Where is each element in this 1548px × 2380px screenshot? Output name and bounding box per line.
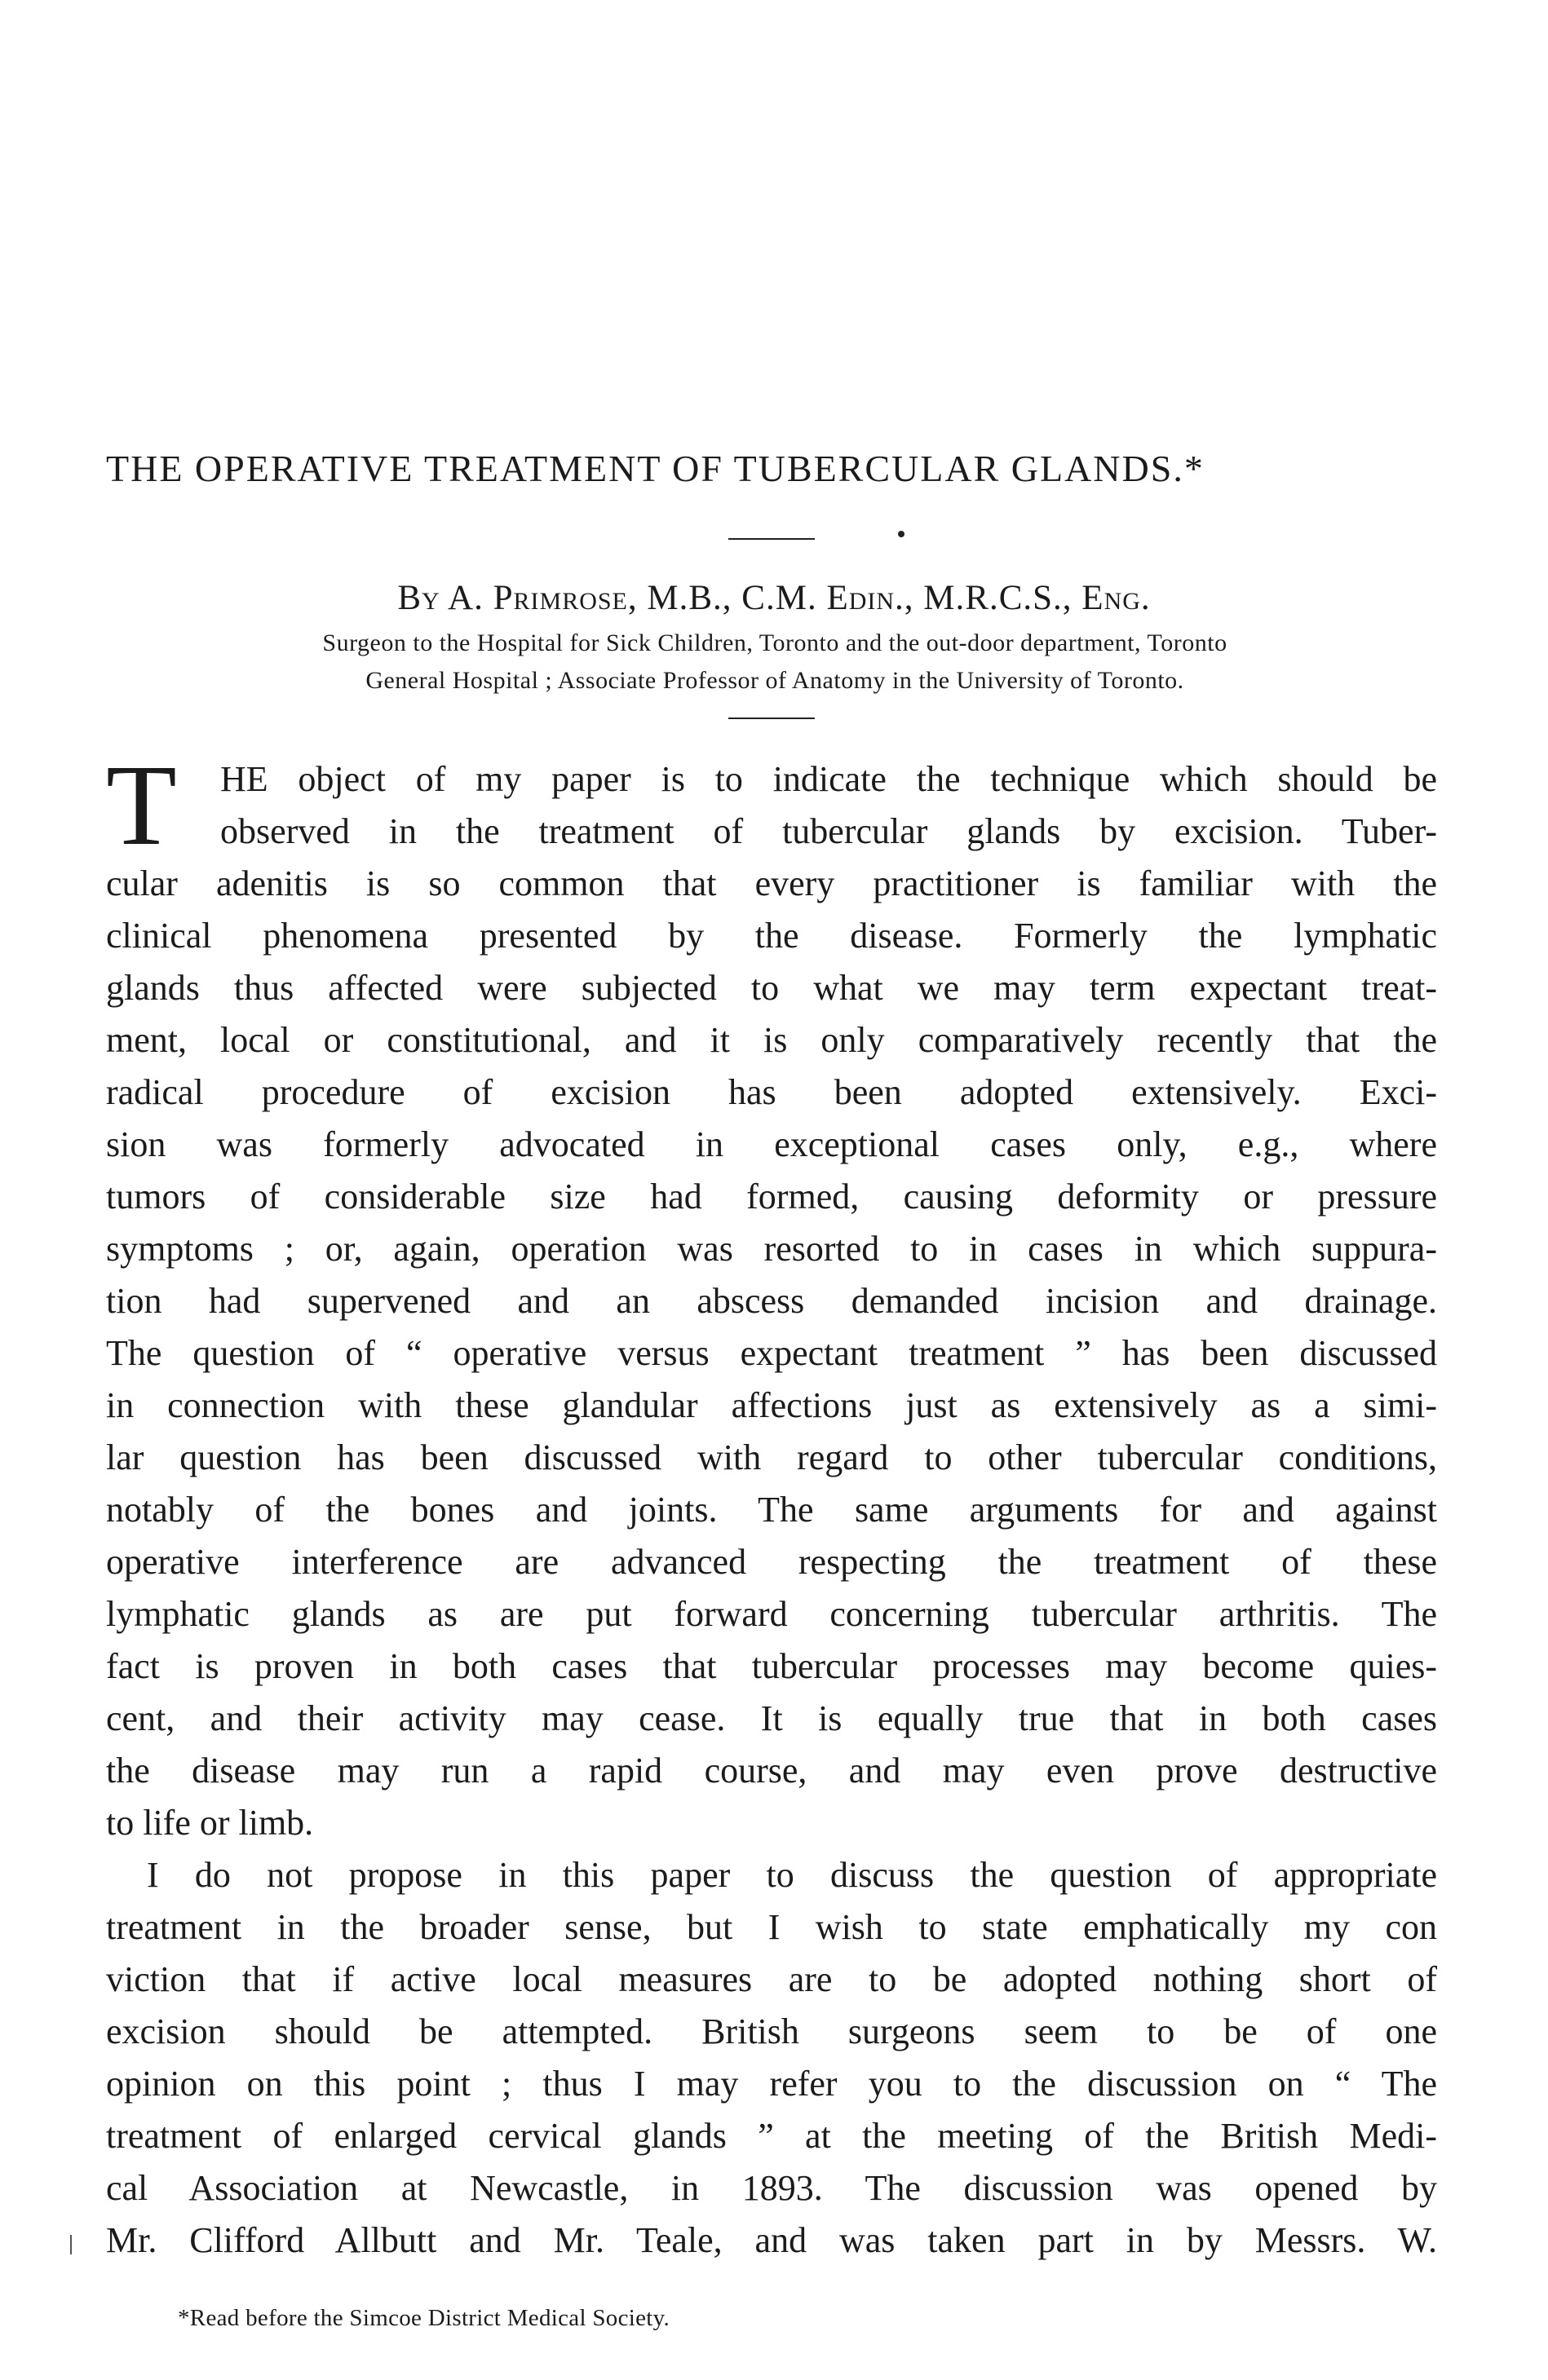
body-text-line: operative interference are advanced respecting the treatment of these (106, 1542, 1437, 1582)
body-text-line: clinical phenomena presented by the disease. Formerly the lymphatic (106, 916, 1437, 956)
body-text-line: viction that if active local measures are to be adopted nothing short of (106, 1959, 1437, 1999)
footnote: *Read before the Simcoe District Medical Society. (178, 2305, 670, 2331)
body-text-line: cal Association at Newcastle, in 1893. The discussion was opened by (106, 2168, 1437, 2208)
body-text-line: Mr. Clifford Allbutt and Mr. Teale, and was taken part in by Messrs. W. (106, 2220, 1437, 2260)
body-text-line: glands thus affected were subjected to what we may term expectant treat- (106, 968, 1437, 1008)
body-text-line: lymphatic glands as are put forward concerning tubercular arthritis. The (106, 1594, 1437, 1634)
body-text-line: opinion on this point ; thus I may refer you to the discussion on “ The (106, 2064, 1437, 2104)
body-text-line: fact is proven in both cases that tubercular processes may become quies- (106, 1646, 1437, 1686)
body-text-line: HE object of my paper is to indicate the technique which should be (220, 759, 1437, 799)
body-text-line: the disease may run a rapid course, and may even prove destructive (106, 1751, 1437, 1791)
author-affiliation-line: General Hospital ; Associate Professor of Anatomy in the University of Toronto. (365, 667, 1184, 694)
article-title: THE OPERATIVE TREATMENT OF TUBERCULAR GLANDS.* (106, 448, 1205, 489)
body-text-line: in connection with these glandular affections just as extensively as a simi- (106, 1385, 1437, 1425)
body-text-line: cent, and their activity may cease. It is equally true that in both cases (106, 1698, 1437, 1738)
body-text-line: symptoms ; or, again, operation was resorted to in cases in which suppura- (106, 1229, 1437, 1269)
body-text-line: sion was formerly advocated in exceptional cases only, e.g., where (106, 1124, 1437, 1164)
section-divider (728, 718, 815, 719)
body-text-line: tumors of considerable size had formed, causing deformity or pressure (106, 1177, 1437, 1216)
body-text-line: treatment of enlarged cervical glands ” at the meeting of the British Medi- (106, 2116, 1437, 2156)
body-text-line: observed in the treatment of tubercular glands by excision. Tuber- (220, 811, 1437, 851)
author-affiliation-line: Surgeon to the Hospital for Sick Children, Toronto and the out-door department, Toronto (322, 629, 1227, 656)
body-text-line: notably of the bones and joints. The same arguments for and against (106, 1490, 1437, 1530)
ink-dot (898, 531, 904, 537)
body-text-line: excision should be attempted. British surgeons seem to be of one (106, 2011, 1437, 2051)
drop-cap: T (106, 740, 177, 869)
body-text-line: radical procedure of excision has been adopted extensively. Exci- (106, 1072, 1437, 1112)
body-text-line: to life or limb. (106, 1803, 314, 1843)
body-text-line: tion had supervened and an abscess demanded incision and drainage. (106, 1281, 1437, 1321)
body-text-line: lar question has been discussed with regard to other tubercular conditions, (106, 1437, 1437, 1477)
body-text-line: ment, local or constitutional, and it is only comparatively recently that the (106, 1020, 1437, 1060)
body-text-line: treatment in the broader sense, but I wish to state emphatically my con (106, 1907, 1437, 1947)
body-text-line: I do not propose in this paper to discuss the question of appropriate (147, 1855, 1437, 1895)
margin-mark (70, 2235, 72, 2254)
title-divider (728, 538, 815, 540)
author-byline: By A. Primrose, M.B., C.M. Edin., M.R.C.S., Eng. (397, 579, 1151, 617)
body-text-line: The question of “ operative versus expectant treatment ” has been discussed (106, 1333, 1437, 1373)
body-text-line: cular adenitis is so common that every practitioner is familiar with the (106, 863, 1437, 903)
